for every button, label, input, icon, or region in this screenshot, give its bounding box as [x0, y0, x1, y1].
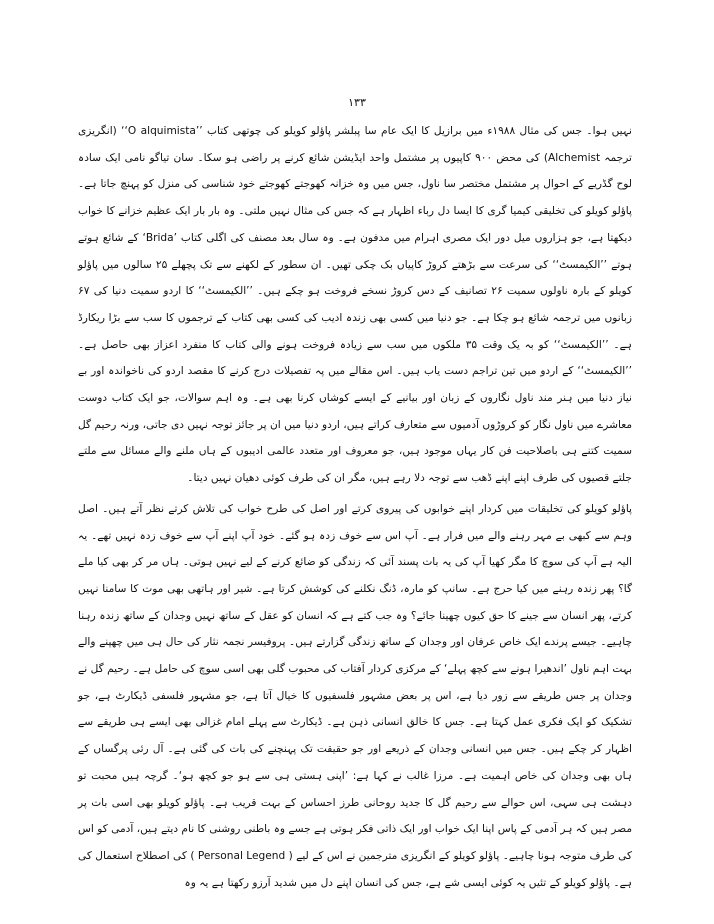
page-number: ۱۳۳	[348, 96, 366, 109]
paragraph-2: پاؤلو کویلو کی تخلیقات میں کردار اپنے خوابوں کی پیروی کرتے اور اصل کی طرح خواب کی تلاش کرتے نظر آتے ہیں۔ اصل وہم سے کبھی بے مہر رہنے والے میں فرار ہے۔ آپ اس سے خوف زدہ ہو گئے۔ خود آپ اپنے آپ سے خوف زدہ نہیں تھے۔ یہ الیہ ہے آپ کی سوچ کا مگر کھیا آپ کی یہ بات پسند آئی کہ زندگی کو ضائع کرنے کے لیے نہیں ہوتی۔ ہاں مر کر بھی کیا ملے گا؟ پھر زندہ رہنے میں کیا حرج ہے۔ سانپ کو مارہ، ڈنگ نکلنے کی کوشش کرتا ہے۔ شیر اور ہاتھی بھی موت کا سامنا نہیں کرتے، پھر انسان سے جینے کا حق کیوں چھینا جائے؟ وہ جب کتے ہے کہ انسان کو عقل کے ساتھ نہیں وجدان کے ساتھ زندہ رہنا چاہیے۔ جیسے پرندے ایک خاص عرفان اور وجدان کے ساتھ زندگی گزارتے ہیں۔ پروفیسر نجمہ نثار کی حال ہی میں چھپنے والے بہت اہم ناول ’اندھیرا ہونے سے کچھ پہلے‘ کے مرکزی کردار آفتاب کی محبوب گلی بھی اسی سوچ کی حامل ہے۔ رحیم گل نے وجدان پر جس طریقے سے زور دیا ہے، اس پر بعض مشہور فلسفیوں کا خیال آتا ہے، جو مشہور فلسفی ڈیکارٹ ہے، جو تشکیک کو ایک فکری عمل کہتا ہے۔ جس کا خالق انسانی ذہن ہے۔ ڈیکارٹ سے پہلے امام غزالی بھی ایسے ہی طریقے سے اظہار کر چکے ہیں۔ جس میں انسانی وجدان کے ذریعے اور جو حقیقت تک پہنچنے کی بات کی گئی ہے۔ آل رئی پرگساں کے ہاں بھی وجدان کی خاص اہمیت ہے۔ مرزا غالب نے کہا ہے: ’اپنی ہستی ہی سے ہو جو کچھ ہو‘۔ گرچہ ہیں محبت تو دہشت ہی سہی، اس حوالے سے رحیم گل کا جدید روحانی طرز احساس کے بہت قریب ہے۔ پاؤلو کویلو بھی اسی بات پر مصر ہیں کہ ہر آدمی کے پاس اپنا ایک خواب اور ایک ذاتی فکر ہوتی ہے جسے وہ باطنی روشنی کا نام دیتے ہیں، آدمی کو اس کی طرف متوجہ ہونا چاہیے۔ پاؤلو کویلو کے انگریزی مترجمین نے اس کے لیے ( Personal Legend ) کی اصطلاح استعمال کی ہے۔ پاؤلو کویلو کے تئیں یہ کوئی ایسی شے ہے، جس کی انسان اپنے دل میں شدید آرزو رکھتا ہے یہ وہ	[78, 502, 632, 889]
paragraph-1: نہیں ہوا۔ جس کی مثال ۱۹۸۸ء میں برازیل کا ایک عام سا پبلشر پاؤلو کویلو کی چوتھی کتاب ’’O alquimista‘‘ (انگریزی ترجمہ Alchemist) کی محض ۹۰۰ کاپیوں پر مشتمل واحد ایڈیشن شائع کرنے پر راضی ہو سکا۔ سان تیاگو نامی ایک سادہ لوح گڈریے کے احوال پر مشتمل مختصر سا ناول، جس میں وہ خزانہ کھوجتے کھوجتے خود شناسی کی منزل کو پہنچ جاتا ہے۔ پاؤلو کویلو کی تخلیقی کیمیا گری کا ایسا دل رباء اظہار ہے کہ جس کی مثال نہیں ملتی۔ وہ بار بار ایک عظیم خزانے کا خواب دیکھتا ہے، جو ہزاروں میل دور ایک مصری اہرام میں مدفون ہے۔ وہ سال بعد مصنف کی اگلی کتاب ’Brida‘ کے شائع ہوتے ہوتے ’’الکیمسٹ‘‘ کی سرعت سے بڑھتے کروڑ کاپیاں بک چکی تھیں۔ ان سطور کے لکھنے سے تک پچھلے ۲۵ سالوں میں پاؤلو کویلو کے بارہ ناولوں سمیت ۲۶ تصانیف کے دس کروڑ نسخے فروخت ہو چکے ہیں۔ ’’الکیمسٹ‘‘ کا اردو سمیت دنیا کی ۶۷ زبانوں میں ترجمہ شائع ہو چکا ہے۔ جو دنیا میں کسی بھی زندہ ادیب کی کسی بھی کتاب کے ترجموں کا سب سے بڑا ریکارڈ ہے۔ ’’الکیمسٹ‘‘ کو بہ یک وقت ۳۵ ملکوں میں سب سے زیادہ فروخت ہونے والی کتاب کا منفرد اعزاز بھی حاصل ہے۔ ’’الکیمسٹ‘‘ کے اردو میں تین تراجم دست یاب ہیں۔ اس مقالے میں پہ تفصیلات درج کرنے کا مقصد اردو کی ناخواندہ اور بے نیاز دنیا میں ہنر مند ناول نگاروں کے زبان اور بیانیے کے ایسے کوشاں کرنا بھی ہے۔ وہ اہم سوالات، جو ایک کتاب دوست معاشرے میں ناول نگار کو کروڑوں آدمیوں سے متعارف کراتے ہیں، اردو دنیا میں ان پر جائز توجہ نہیں دی جاتی، ورنہ رحیم گل سمیت کتنے ہی باصلاحیت فن کار یہاں موجود ہیں، جو معروف اور متعدد عالمی ادیبوں کے ہاں ملنے والے مسائل سے ملتے جلتے قصیوں کی طرف اپنے اپنے ڈھب سے توجہ دلا رہے ہیں، مگر ان کی طرف کوئی دھیان نہیں دیتا۔	[78, 125, 632, 485]
body-text	[78, 118, 632, 896]
